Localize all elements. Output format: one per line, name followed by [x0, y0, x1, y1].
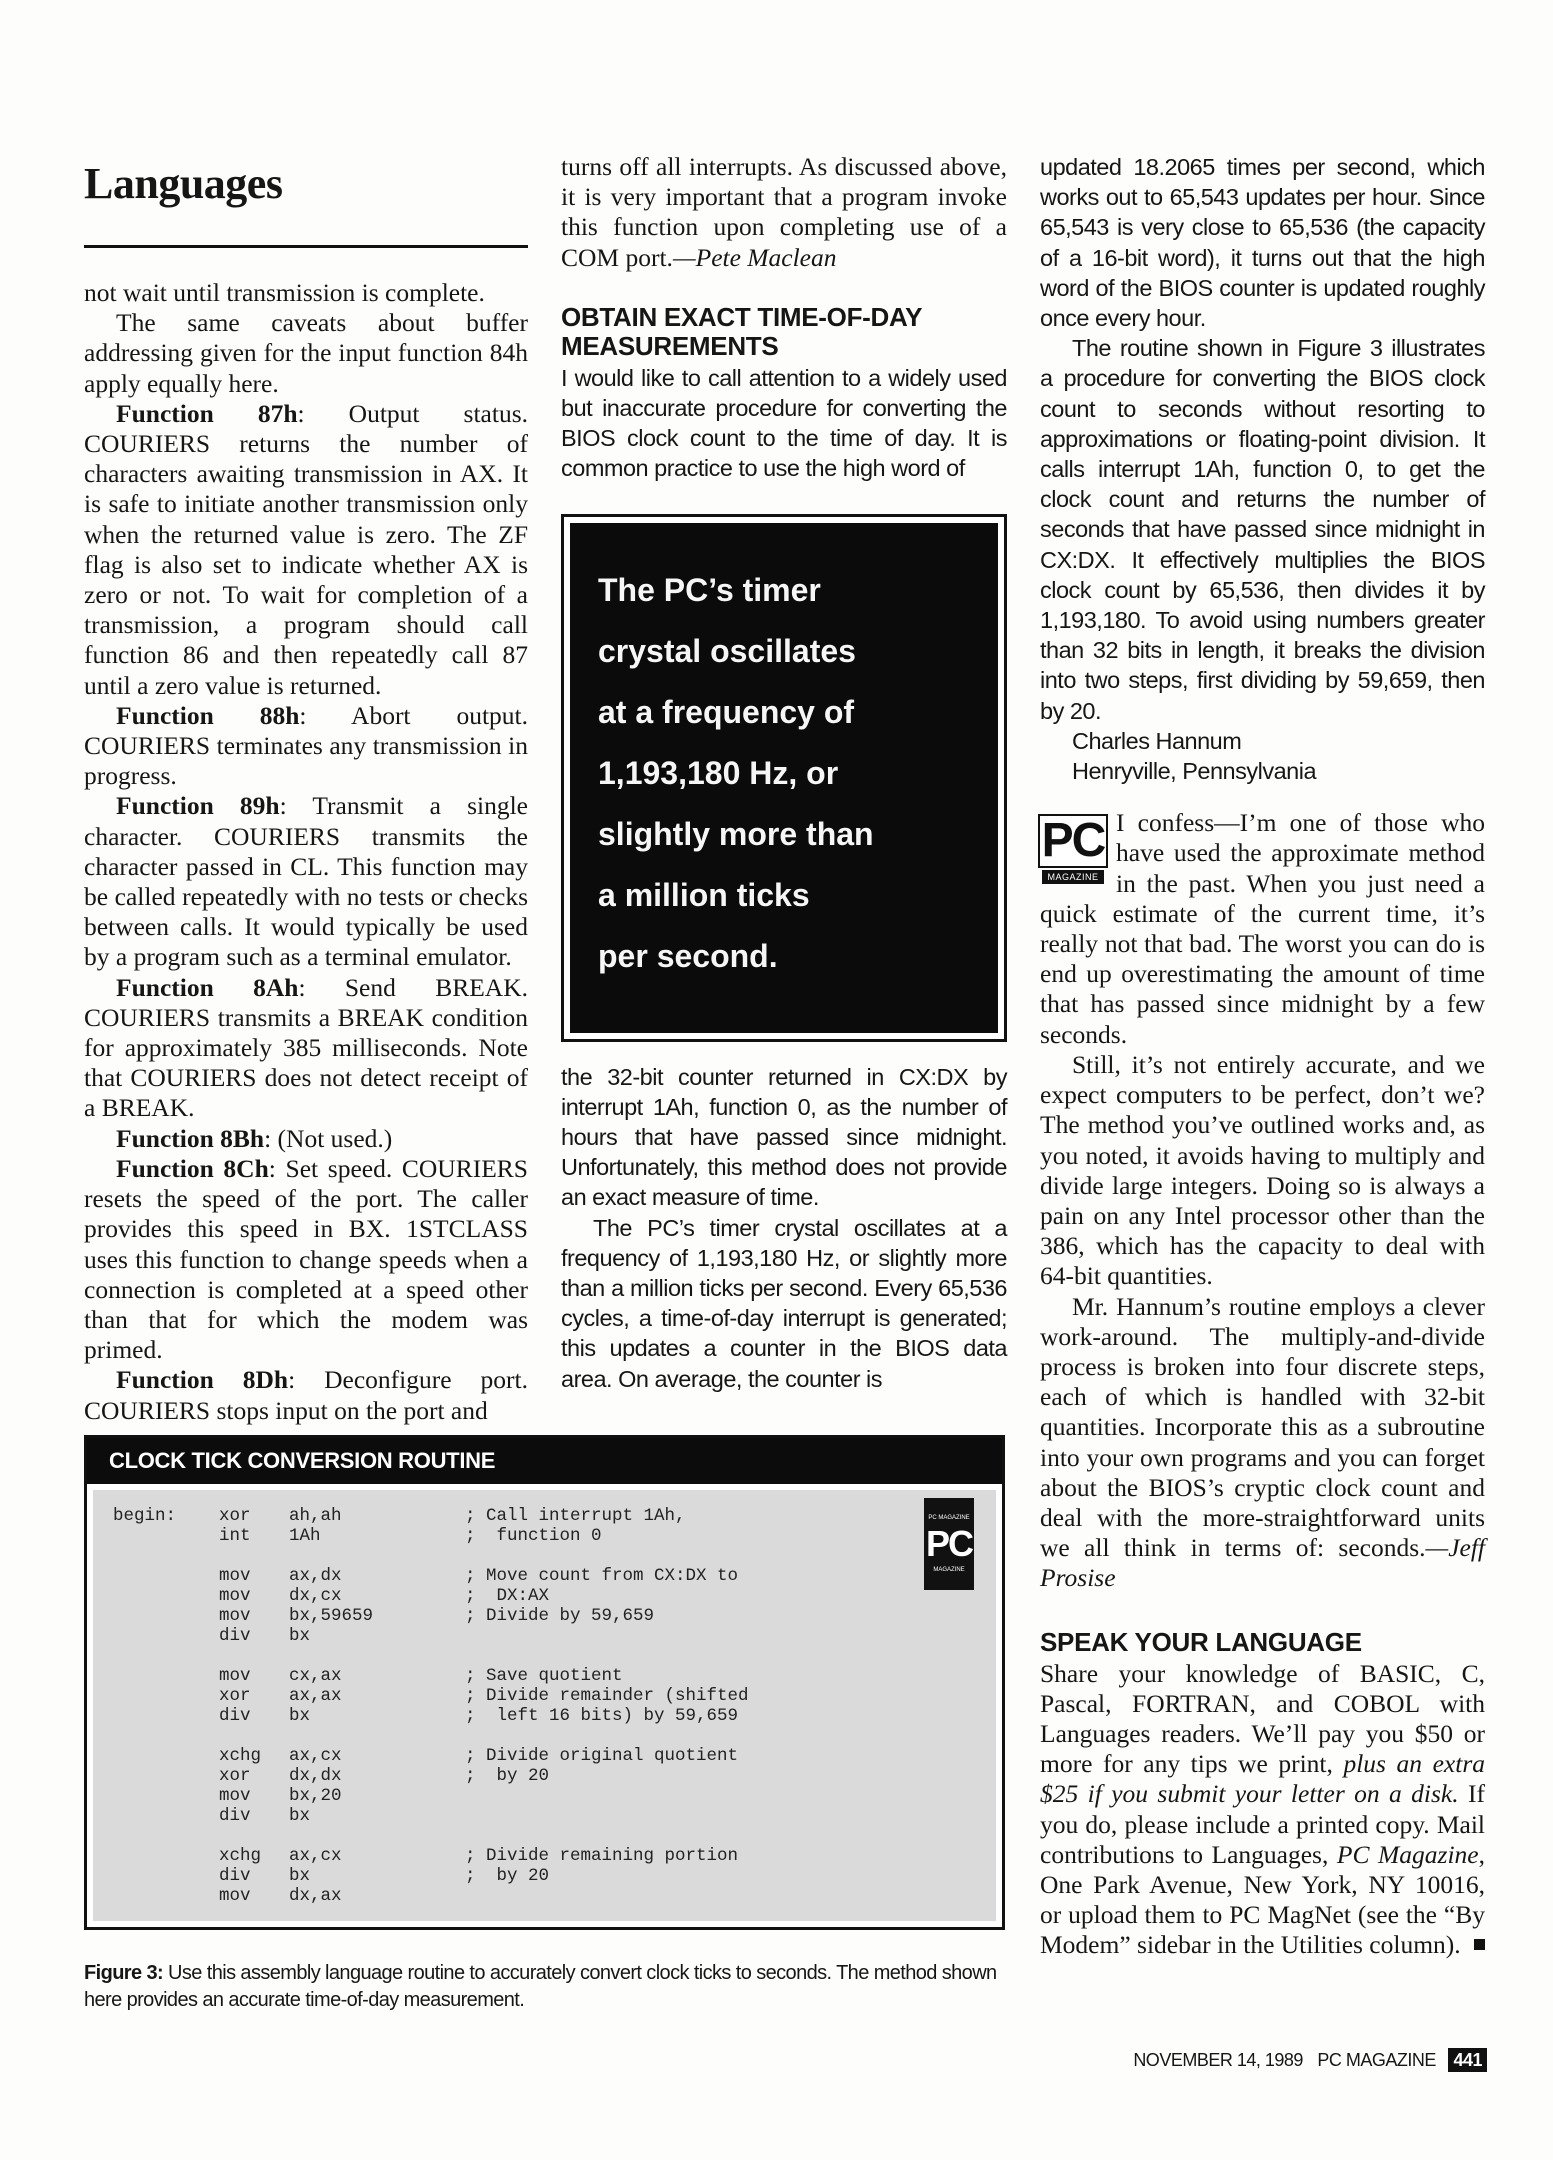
code-opcode: int — [219, 1526, 251, 1546]
letter-signature-place: Henryville, Pennsylvania — [1072, 758, 1317, 785]
pc-logo-letters: PC — [1038, 814, 1109, 868]
paragraph-function-8ah — [84, 973, 528, 1124]
pull-quote-text — [570, 523, 998, 1033]
pull-quote-line: crystal oscillates — [598, 632, 856, 669]
paragraph: The routine shown in Figure 3 illustrates a procedure for converting the BIOS clock count to seconds without resorting to approximations or floating-point division. It calls interrupt 1Ah, function 0, to get the clock count and returns the number of seconds that have passed since midnight in CX:DX. It effectively multiplies the BIOS clock count by 65,536, then divides it by 1,193,180. To avoid using numbers greater than 32 bits in length, it breaks the division into two steps, first dividing by 59,659, then by 20. — [1040, 335, 1485, 724]
code-comment: ; left 16 bits) by 59,659 — [465, 1706, 739, 1726]
end-mark-icon — [1474, 1939, 1485, 1950]
pull-quote-line: The PC’s timer — [598, 571, 821, 608]
code-line — [113, 1606, 749, 1626]
function-label: Function 8Ch — [116, 1153, 269, 1183]
paragraph-function-88h — [84, 701, 528, 792]
code-operands: dx,cx — [289, 1586, 342, 1606]
code-block — [113, 1746, 749, 1826]
paragraph: updated 18.2065 times per second, which works out to 65,543 updates per hour. Since 65,543 is very close to 65,536 (the capacity of a 16-bit word), it turns out that the high word of the BIOS counter is updated roughly once every hour. — [1040, 154, 1485, 332]
code-opcode: xor — [219, 1766, 251, 1786]
code-opcode: div — [219, 1806, 251, 1826]
function-description: : Send BREAK. COURIERS transmits a BREAK condition for approximately 385 milliseconds. Note that COURIERS does not detect receipt of a BREAK. — [84, 972, 528, 1123]
code-line — [113, 1686, 749, 1706]
function-label: Function 8Bh — [116, 1123, 265, 1153]
section-rule — [84, 245, 528, 248]
function-label: Function 8Dh — [116, 1365, 289, 1395]
paragraph-function-87h — [84, 399, 528, 701]
page-footer — [1133, 2048, 1487, 2072]
paragraph-function-8dh — [84, 1365, 528, 1425]
code-line — [113, 1526, 749, 1546]
code-operands: ax,dx — [289, 1566, 342, 1586]
page-number: 441 — [1448, 2048, 1487, 2072]
pull-quote-line: at a frequency of — [598, 693, 855, 730]
footer-magazine: PC MAGAZINE — [1317, 2050, 1436, 2070]
paragraph — [1040, 1659, 1485, 1961]
pull-quote — [561, 514, 1007, 1042]
code-comment: ; Save quotient — [465, 1666, 623, 1686]
code-operands: bx — [289, 1866, 311, 1886]
code-operands: cx,ax — [289, 1666, 342, 1686]
code-block — [113, 1566, 749, 1646]
function-description: : Abort output. COURIERS terminates any transmission in progress. — [84, 700, 529, 791]
pc-magazine-logo-icon — [924, 1498, 974, 1590]
code-opcode: mov — [219, 1606, 251, 1626]
caption-text: Use this assembly language routine to accurately convert clock ticks to seconds. The method shown here provides an accurate time-of-day measurement. — [84, 1962, 997, 2011]
code-comment: ; by 20 — [465, 1866, 550, 1886]
code-comment: ; Divide remainder (shifted — [465, 1686, 749, 1706]
figure-title: CLOCK TICK CONVERSION ROUTINE — [87, 1438, 1002, 1484]
column-3 — [1040, 152, 1485, 1961]
code-operands: bx — [289, 1806, 311, 1826]
code-operands: bx,59659 — [289, 1606, 374, 1626]
code-opcode: div — [219, 1706, 251, 1726]
paragraph: The PC’s timer crystal oscillates at a frequency of 1,193,180 Hz, or slightly more than a million ticks per second. Every 65,536 cycles, a time-of-day interrupt is generated; this updates a counter in the BIOS data area. On average, the counter is — [561, 1214, 1007, 1392]
code-line — [113, 1866, 749, 1886]
paragraph-text: , One Park Avenue, New York, NY 10016, or upload them to PC MagNet (see the “By Modem” sidebar in the Utilities column). — [1040, 1839, 1485, 1960]
code-block — [113, 1506, 749, 1546]
code-line — [113, 1806, 749, 1826]
function-label: Function 89h — [116, 791, 280, 821]
function-description: : (Not used.) — [264, 1123, 393, 1153]
code-comment: ; Call interrupt 1Ah, — [465, 1506, 686, 1526]
code-opcode: xor — [219, 1506, 251, 1526]
paragraph-function-8ch — [84, 1154, 528, 1365]
code-line — [113, 1786, 749, 1806]
article-heading: OBTAIN EXACT TIME-OF-DAY MEASUREMENTS — [561, 301, 922, 361]
paragraph: the 32-bit counter returned in CX:DX by interrupt 1Ah, function 0, as the number of hours that have passed since midnight. Unfortunately, this method does not provide an exact measure of time. — [561, 1063, 1007, 1211]
code-label: begin: — [113, 1506, 177, 1526]
code-operands: ax,cx — [289, 1746, 342, 1766]
code-operands: ax,ax — [289, 1686, 342, 1706]
magazine-name: PC Magazine — [1336, 1839, 1479, 1869]
code-block — [113, 1846, 749, 1906]
function-description: : Output status. COURIERS returns the number of characters awaiting transmission in AX. It is safe to initiate another transmission only when the returned value is zero. The ZF flag is also set to indicate whether AX is zero or not. To wait for completion of a transmission, a program should call function 86 and then repeatedly call 87 until a zero value is returned. — [84, 398, 528, 700]
code-opcode: xchg — [219, 1746, 262, 1766]
function-description: : Transmit a single character. COURIERS transmits the character passed in CL. This function may be called repeatedly with no tests or checks between calls. It would typically be used by a program such as a terminal emulator. — [84, 791, 528, 972]
paragraph-text: I confess—I’m one of those who have used the approximate method in the past. When you just need a quick estimate of the current time, it’s really not that bad. The worst you can do is end up overestimating the amount of time that has passed since midnight by a few seconds. — [1040, 808, 1485, 1049]
column-1 — [84, 278, 528, 1426]
code-line — [113, 1746, 749, 1766]
function-label: Function 87h — [116, 398, 298, 428]
code-comment: ; function 0 — [465, 1526, 602, 1546]
code-figure — [84, 1435, 1005, 1930]
caption-label: Figure 3: — [84, 1962, 164, 1984]
code-line — [113, 1846, 749, 1866]
paragraph-function-8bh — [84, 1124, 528, 1154]
code-operands: ax,cx — [289, 1846, 342, 1866]
paragraph: I would like to call attention to a widely used but inaccurate procedure for converting the BIOS clock count to the time of day. It is common practice to use the high word of — [561, 364, 1007, 482]
footer-date: NOVEMBER 14, 1989 — [1133, 2050, 1303, 2070]
pc-logo-magazine: MAGAZINE — [1042, 870, 1104, 884]
code-comment: ; Move count from CX:DX to — [465, 1566, 739, 1586]
code-listing-panel — [93, 1490, 996, 1921]
letter-signature-name: Charles Hannum — [1072, 727, 1242, 754]
code-comment: ; by 20 — [465, 1766, 550, 1786]
code-opcode: div — [219, 1866, 251, 1886]
code-comment: ; Divide original quotient — [465, 1746, 739, 1766]
code-operands: dx,dx — [289, 1766, 342, 1786]
paragraph-text: Share your knowledge of BASIC, C, Pascal, FORTRAN, and COBOL with Languages readers. We’ll pay you $50 or more for any tips we print, — [1040, 1658, 1485, 1779]
code-operands: bx — [289, 1626, 311, 1646]
code-line — [113, 1506, 749, 1526]
logo-pc-text: PC — [925, 1523, 972, 1564]
code-comment: ; Divide remaining portion — [465, 1846, 739, 1866]
code-line — [113, 1886, 749, 1906]
code-line — [113, 1706, 749, 1726]
paragraph-text: Mr. Hannum’s routine employs a clever work-around. The multiply-and-divide process is broken into four discrete steps, each of which is handled with 32-bit quantities. Incorporate this as a subroutine into your own programs and you can forget about the BIOS’s cryptic clock count and deal with the more-straightforward units we all think in terms of: seconds. — [1040, 1291, 1485, 1563]
code-opcode: mov — [219, 1666, 251, 1686]
paragraph — [561, 152, 1007, 273]
figure-caption — [84, 1960, 1005, 2014]
code-line — [113, 1626, 749, 1646]
section-title: Languages — [84, 159, 283, 208]
function-label: Function 8Ah — [116, 972, 299, 1002]
paragraph-text: turns off all interrupts. As discussed above, it is very important that a program invoke this function upon completing use of a COM port. — [561, 152, 1007, 272]
paragraph-text: If you do, please include a printed copy. Mail contributions to Languages, — [1040, 1779, 1485, 1869]
code-opcode: mov — [219, 1566, 251, 1586]
code-opcode: xchg — [219, 1846, 262, 1866]
pull-quote-line: slightly more than — [598, 815, 874, 852]
pull-quote-line: per second. — [598, 937, 778, 974]
code-line — [113, 1566, 749, 1586]
pull-quote-line: 1,193,180 Hz, or — [598, 754, 839, 791]
article-heading: SPEAK YOUR LANGUAGE — [1040, 1626, 1362, 1657]
paragraph: not wait until transmission is complete. — [84, 278, 485, 307]
code-opcode: xor — [219, 1686, 251, 1706]
logo-top-text: PC MAGAZINE — [928, 1515, 970, 1521]
code-comment: ; Divide by 59,659 — [465, 1606, 655, 1626]
author-credit: —Jeff Prosise — [1040, 1533, 1485, 1593]
code-operands: bx,20 — [289, 1786, 342, 1806]
code-opcode: mov — [219, 1886, 251, 1906]
code-listing — [113, 1506, 749, 1926]
code-operands: bx — [289, 1706, 311, 1726]
function-description: : Deconfigure port. COURIERS stops input on the port and — [84, 1365, 528, 1425]
pull-quote-line: a million ticks — [598, 876, 810, 913]
paragraph-reply — [1040, 808, 1485, 1050]
logo-bottom-text: MAGAZINE — [933, 1567, 965, 1573]
paragraph: The same caveats about buffer addressing given for the input function 84h apply equally here. — [84, 308, 528, 398]
code-operands: ah,ah — [289, 1506, 342, 1526]
author-credit: —Pete Maclean — [672, 242, 837, 272]
code-opcode: mov — [219, 1786, 251, 1806]
code-operands: 1Ah — [289, 1526, 321, 1546]
code-comment: ; DX:AX — [465, 1586, 550, 1606]
code-line — [113, 1766, 749, 1786]
code-opcode: div — [219, 1626, 251, 1646]
paragraph-function-89h — [84, 791, 528, 972]
code-opcode: mov — [219, 1586, 251, 1606]
function-label: Function 88h — [116, 700, 300, 730]
emphasis-text: plus an extra $25 if you submit your letter on a disk. — [1040, 1749, 1486, 1809]
paragraph: Still, it’s not entirely accurate, and we expect computers to be perfect, don’t we? The method you’ve outlined works and, as you noted, it avoids having to multiply and divide large integers. Doing so is always a pain on any Intel processor other than the 386, which has the capacity to deal with 64-bit quantities. — [1040, 1049, 1485, 1291]
code-operands: dx,ax — [289, 1886, 342, 1906]
pc-magazine-logo-icon — [1040, 814, 1106, 886]
column-2 — [561, 152, 1007, 1394]
function-description: : Set speed. COURIERS resets the speed of the port. The caller provides this speed in BX. 1STCLASS uses this function to change speeds when a connection is completed at a speed other than that for which the modem was primed. — [84, 1153, 528, 1365]
code-block — [113, 1666, 749, 1726]
paragraph — [1040, 1292, 1485, 1594]
code-line — [113, 1586, 749, 1606]
code-line — [113, 1666, 749, 1686]
